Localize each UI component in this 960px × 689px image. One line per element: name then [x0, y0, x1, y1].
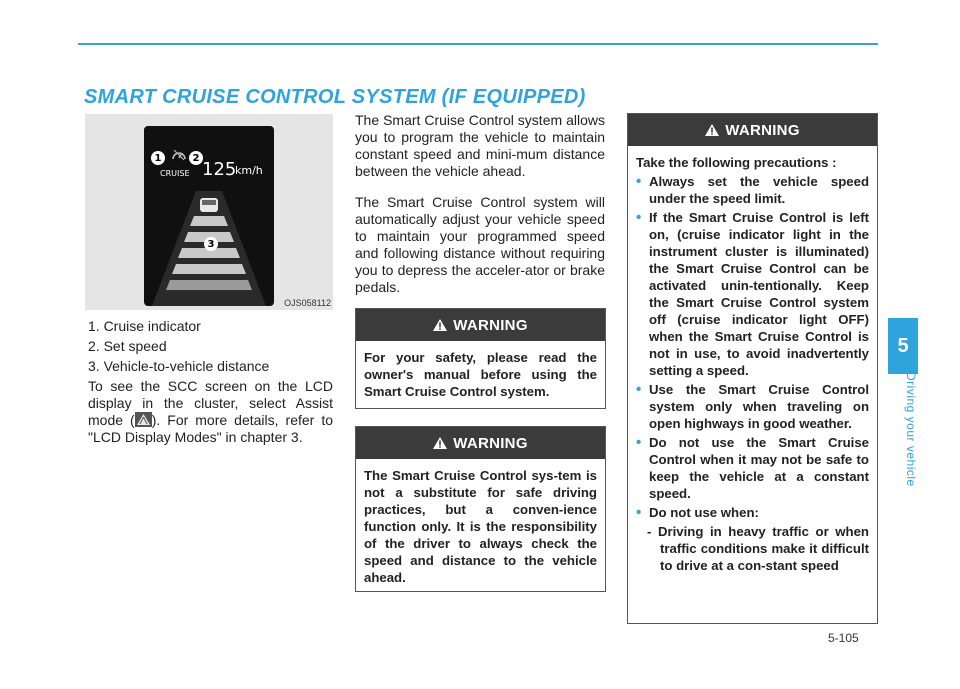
warning-label: WARNING [725, 121, 800, 139]
badge-set-speed: 2 [189, 151, 203, 165]
assist-text-after: ). For more details, refer to "LCD Display Modes" in chapter 3. [88, 412, 334, 445]
cruise-gauge-icon [171, 147, 187, 163]
legend-item: 2. Set speed [88, 338, 167, 354]
intro-paragraph-2: The Smart Cruise Control system will automatically adjust your vehicle speed to maintain your programmed speed and following distance without requiring you to depress the acceler-ator or brake pedals. [355, 194, 605, 295]
cruise-label: CRUISE [160, 169, 190, 178]
top-rule [78, 43, 878, 45]
warning-header [628, 114, 877, 146]
legend-item: 3. Vehicle-to-vehicle distance [88, 358, 270, 374]
warning-body [628, 146, 877, 574]
figure-legend [88, 316, 269, 376]
precautions-intro: Take the following precautions : [636, 155, 837, 170]
speed-value: 125 [202, 159, 237, 180]
intro-paragraph-1: The Smart Cruise Control system allows you to program the vehicle to maintain constant speed and mini-mum distance between the vehicle ahead. [355, 112, 605, 179]
warning-label: WARNING [453, 316, 528, 334]
warning-header [356, 309, 605, 341]
chapter-label: Driving your vehicle [904, 372, 918, 487]
legend-item: 1. Cruise indicator [88, 318, 201, 334]
assist-text-before: To see the SCC screen on the LCD display in the cluster, select Assist mode ( [88, 378, 333, 428]
page-number: 5-105 [828, 631, 859, 645]
warning-triangle-icon [433, 437, 447, 449]
speed-unit: km/h [235, 164, 263, 177]
warning-triangle-icon [705, 124, 719, 136]
warning-header [356, 427, 605, 459]
cluster-figure [85, 114, 333, 310]
section-title: SMART CRUISE CONTROL SYSTEM (IF EQUIPPED) [84, 86, 586, 108]
precautions-list [636, 173, 869, 521]
warning-triangle-icon [433, 319, 447, 331]
precaution-item: • Use the Smart Cruise Control system only when traveling on open highways in good weather. [636, 381, 869, 432]
warning-box-not-substitute [355, 426, 606, 592]
warning-text: For your safety, please read the owner's manual before using the Smart Cruise Control system. [364, 350, 597, 399]
warning-text: The Smart Cruise Control sys-tem is not a substitute for safe driving practices, but a conven-ience function only. It is the responsibility of the driver to always check the speed and distance to the vehicle ahead. [364, 468, 597, 585]
assist-mode-icon [135, 412, 152, 427]
warning-box-precautions [627, 113, 878, 624]
figure-caption: OJS058112 [284, 298, 331, 308]
warning-label: WARNING [453, 434, 528, 452]
precaution-item: • Do not use when: [636, 504, 869, 521]
precaution-item: • Always set the vehicle speed under the speed limit. [636, 173, 869, 207]
precaution-item: • Do not use the Smart Cruise Control when it may not be safe to keep the vehicle at a constant speed. [636, 434, 869, 502]
lcd-screen [144, 126, 274, 306]
precaution-item: • If the Smart Cruise Control is left on, (cruise indicator light in the instrument cluster is illuminated) the Smart Cruise Control can be activated unin-tentionally. Keep the Smart Cruise Control system off (cruise indicator light OFF) when the Smart Cruise Control is not in use, to avoid inadvertently setting a speed. [636, 209, 869, 379]
precaution-sub-item: - Driving in heavy traffic or when traffic conditions make it difficult to drive at a con-stant speed [647, 524, 869, 573]
badge-distance: 3 [204, 237, 218, 251]
warning-box-read-manual [355, 308, 606, 409]
badge-cruise-indicator: 1 [151, 151, 165, 165]
assist-mode-paragraph [88, 378, 333, 446]
chapter-tab: 5 [888, 318, 918, 374]
